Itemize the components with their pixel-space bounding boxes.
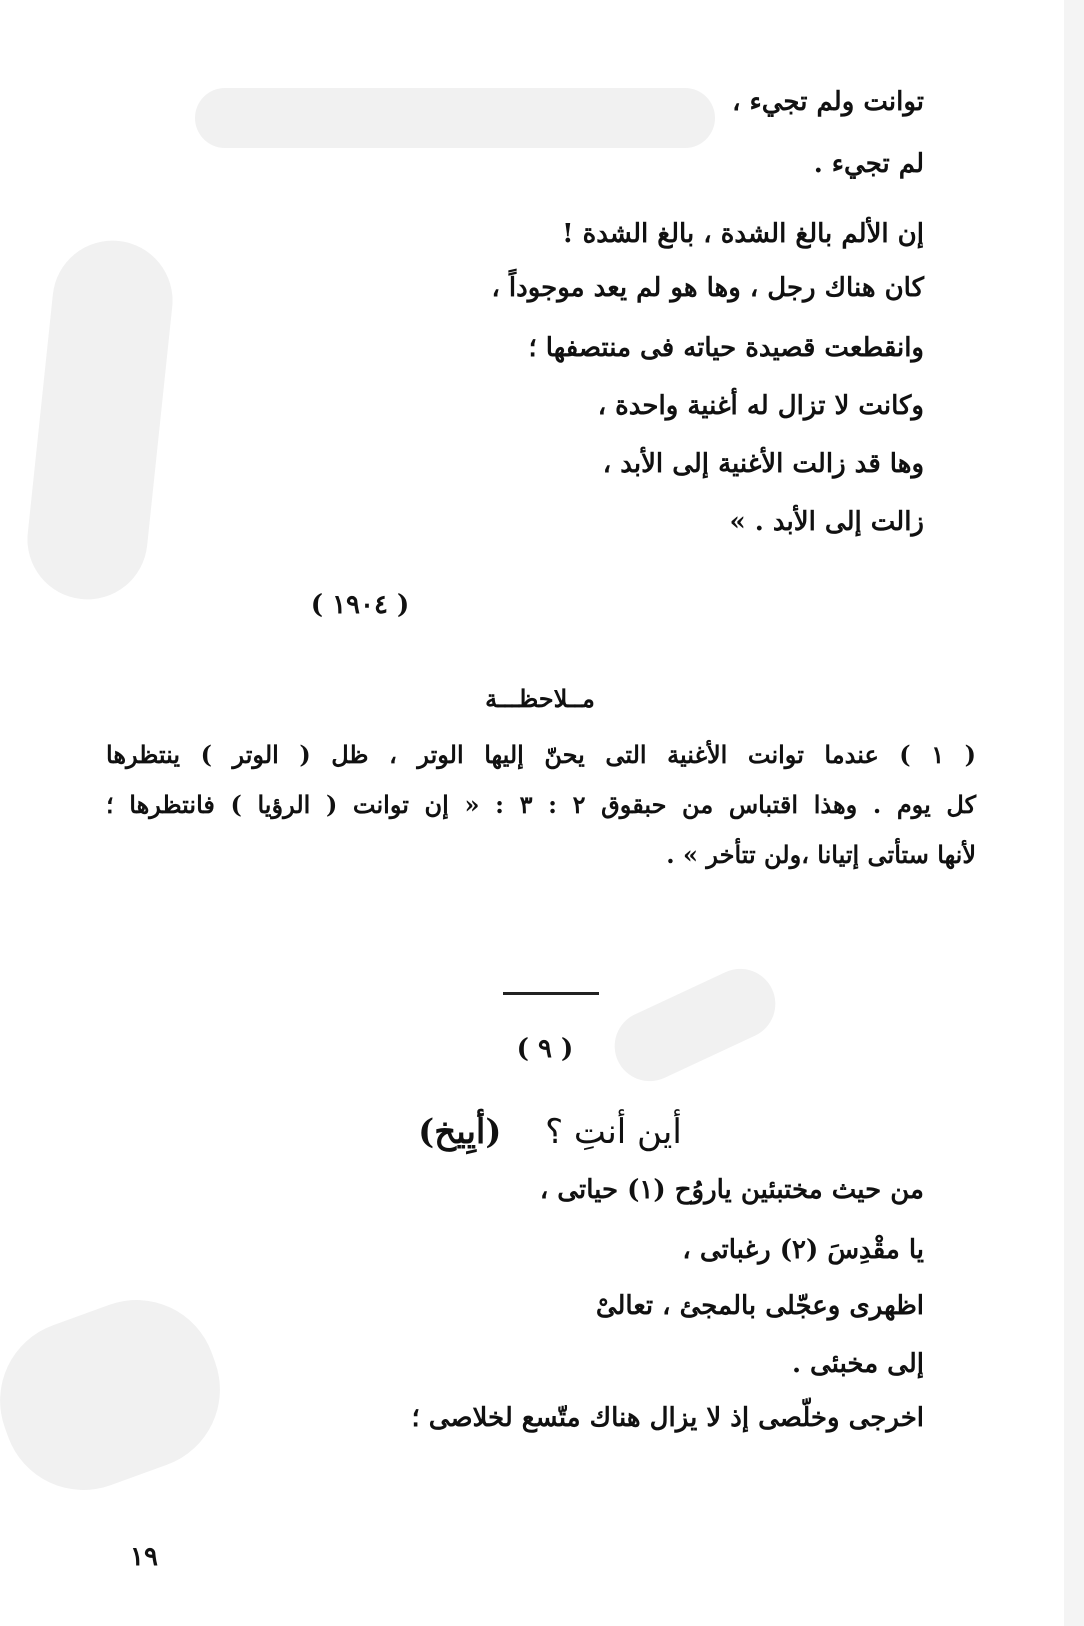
poem-line: من حيث مختبئين ياروُح (١) حياتى ، (539, 1175, 924, 1205)
poem-line: اخرجى وخلّصى إذ لا يزال هناك متّسع لخلاصى ؛ (411, 1403, 924, 1433)
scan-smudge (603, 957, 787, 1092)
poem-line: لم تجيء . (813, 149, 924, 179)
page-number: ١٩ (130, 1542, 158, 1572)
scan-smudge (0, 1278, 242, 1513)
section-number: ( ٩ ) (516, 1034, 574, 1064)
poem-line: توانت ولم تجيء ، (732, 87, 924, 117)
note-heading: مــلاحظـــة (485, 684, 595, 713)
note-line: ( ١ ) عندما توانت الأغنية التى يحنّ إليها الوتر ، ظل ( الوتر ) ينتظرها (106, 740, 976, 769)
section-title (380, 1112, 720, 1152)
scan-smudge (22, 235, 179, 606)
page-edge-shadow (1064, 0, 1084, 1626)
poem-line: وكانت لا تزال له أغنية واحدة ، (597, 391, 924, 421)
poem-line: زالت إلى الأبد . » (729, 507, 924, 537)
poem-year: ( ١٩٠٤ ) (310, 590, 410, 620)
poem-line: إلى مخبئى . (791, 1349, 924, 1379)
scan-smudge (195, 88, 715, 148)
section-title-original: (أيِيخ) (418, 1112, 502, 1152)
poem-line: كان هناك رجل ، وها هو لم يعد موجوداً ، (491, 273, 924, 303)
section-divider (503, 992, 599, 995)
poem-line: اظهرى وعجّلى بالمجئ ، تعالىْ (595, 1291, 924, 1321)
poem-line: يا مقْدِسَ (٢) رغباتى ، (682, 1235, 924, 1265)
note-line: كل يوم . وهذا اقتباس من حبقوق ٢ : ٣ : « إن توانت ( الرؤيا ) فانتظرها ؛ (106, 790, 977, 819)
poem-line: إن الألم بالغ الشدة ، بالغ الشدة ! (562, 219, 924, 249)
poem-line: وها قد زالت الأغنية إلى الأبد ، (602, 449, 924, 479)
section-title-main: أين أنتِ ؟ (545, 1112, 682, 1152)
note-line: لأنها ستأتى إتيانا ،ولن تتأخر » . (666, 840, 976, 869)
poem-line: وانقطعت قصيدة حياته فى منتصفها ؛ (528, 333, 924, 363)
